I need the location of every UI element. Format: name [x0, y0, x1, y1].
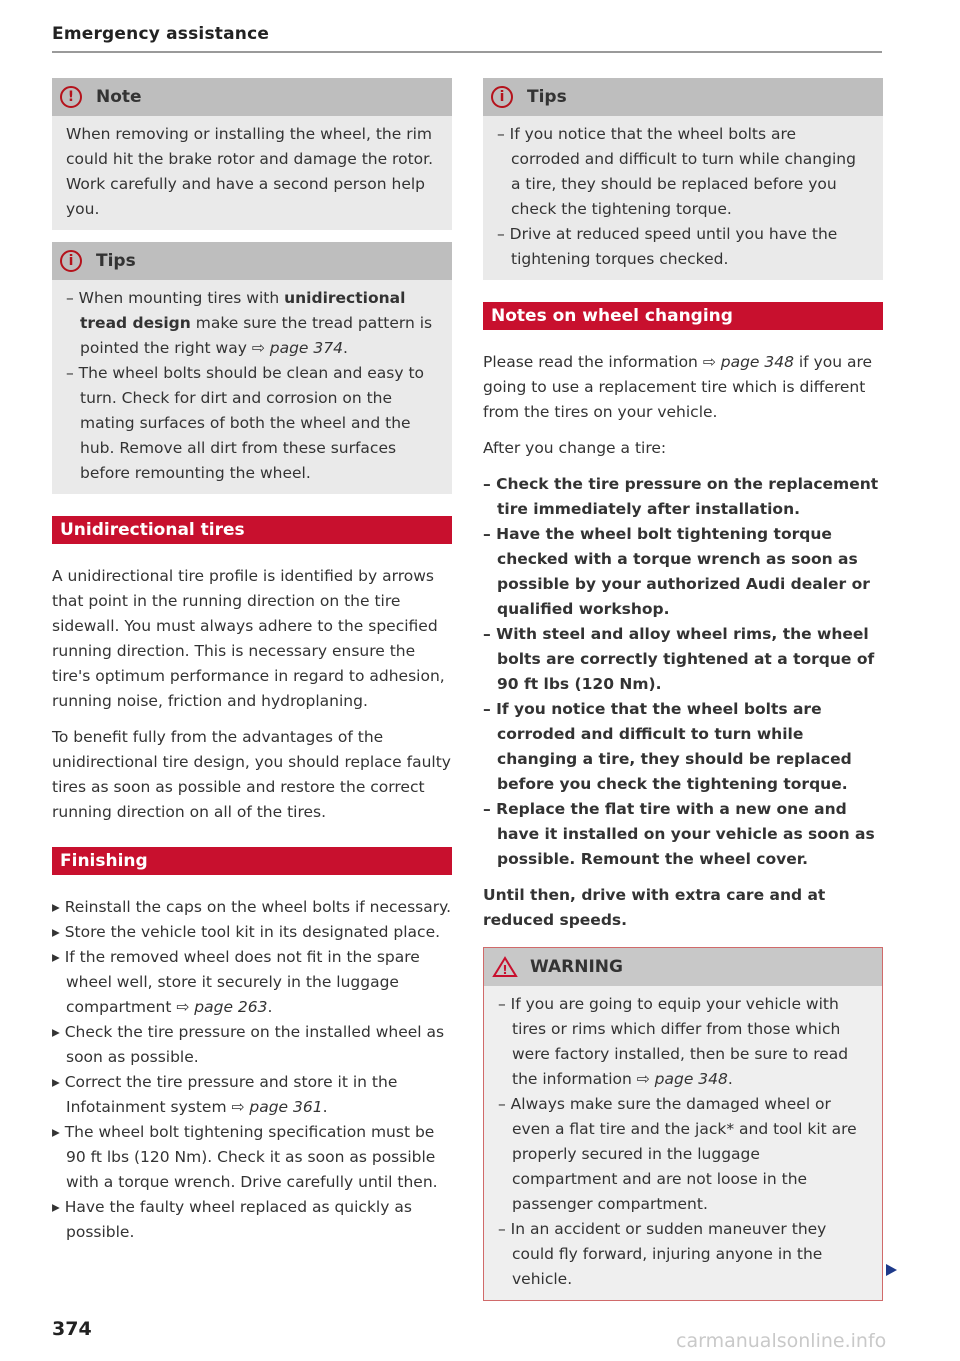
- step-item: ▸ Correct the tire pressure and store it in the Infotainment system ⇨ page 361.: [52, 1073, 398, 1116]
- page-reference-link[interactable]: ⇨ page 348: [702, 353, 794, 371]
- warning-title: WARNING: [530, 957, 623, 977]
- section-heading-finishing: Finishing: [52, 847, 452, 875]
- page-reference-link[interactable]: ⇨ page 263: [176, 998, 268, 1016]
- paragraph: Please read the information ⇨ page 348 if you are going to use a replacement tire which is different from the tires on your vehicle.: [483, 353, 873, 421]
- step-item: ▸ Store the vehicle tool kit in its designated place.: [52, 923, 441, 941]
- note-text: When removing or installing the wheel, the rim could hit the brake rotor and damage the rotor. Work carefully and have a second person help you.: [66, 125, 434, 218]
- step-item: ▸ Check the tire pressure on the installed wheel as soon as possible.: [52, 1023, 445, 1066]
- warning-item: – In an accident or sudden maneuver they could fly forward, injuring anyone in the vehicle.: [498, 1220, 827, 1288]
- page-reference-link[interactable]: ⇨ page 348: [636, 1070, 728, 1088]
- step-item: ▸ Reinstall the caps on the wheel bolts if necessary.: [52, 898, 451, 916]
- bold-list-item: – With steel and alloy wheel rims, the wheel bolts are correctly tightened at a torque of 90 ft lbs (120 Nm).: [483, 625, 875, 693]
- tips-header: [483, 78, 883, 116]
- step-item: ▸ The wheel bolt tightening specification must be 90 ft lbs (120 Nm). Check it as soon as possible with a torque wrench. Drive carefully until then.: [52, 1123, 438, 1191]
- tip-item: – When mounting tires with unidirectional tread design make sure the tread pattern is pointed the right way ⇨ page 374.: [66, 289, 433, 357]
- paragraph: To benefit fully from the advantages of the unidirectional tire design, you should replace faulty tires as soon as possible and restore the correct running direction on all of the tires.: [52, 728, 451, 821]
- section-heading-notes: Notes on wheel changing: [483, 302, 883, 330]
- warning-item: – Always make sure the damaged wheel or even a flat tire and the jack* and tool kit are properly secured in the luggage compartment and are not loose in the passenger compartment.: [498, 1095, 857, 1213]
- watermark: carmanualsonline.info: [676, 1330, 887, 1352]
- page-header: [52, 24, 882, 44]
- exclamation-circle-icon: !: [60, 86, 82, 108]
- closing-statement: Until then, drive with extra care and at reduced speeds.: [483, 886, 826, 929]
- tips-box: [483, 78, 883, 280]
- tip-item: – The wheel bolts should be clean and easy to turn. Check for dirt and corrosion on the mating surfaces of both the wheel and the hub. Remove all dirt from these surfaces before remounting the wheel.: [66, 364, 424, 482]
- left-column: [52, 78, 452, 1245]
- note-header: [52, 78, 452, 116]
- tip-item: – Drive at reduced speed until you have the tightening torques checked.: [497, 225, 838, 268]
- info-circle-icon: i: [60, 250, 82, 272]
- tips-box: [52, 242, 452, 494]
- bold-list-item: – If you notice that the wheel bolts are corroded and difficult to turn while changing a tire, they should be replaced before you check the tightening torque.: [483, 700, 852, 793]
- bold-list-item: – Replace the flat tire with a new one and have it installed on your vehicle as soon as possible. Remount the wheel cover.: [483, 800, 875, 868]
- header-rule: [52, 51, 882, 53]
- bold-list-item: – Check the tire pressure on the replacement tire immediately after installation.: [483, 475, 879, 518]
- warning-body: [484, 986, 882, 1300]
- warning-header: [484, 948, 882, 986]
- tips-title: Tips: [96, 251, 136, 271]
- note-title: Note: [96, 87, 142, 107]
- page-reference-link[interactable]: ⇨ page 361: [231, 1098, 323, 1116]
- step-item: ▸ Have the faulty wheel replaced as quickly as possible.: [52, 1198, 412, 1241]
- section-heading-unidirectional: Unidirectional tires: [52, 516, 452, 544]
- warning-box: [483, 947, 883, 1301]
- paragraph: After you change a tire:: [483, 439, 667, 457]
- tips-body: [483, 116, 883, 280]
- continue-arrow-icon: [886, 1264, 897, 1276]
- tips-header: [52, 242, 452, 280]
- paragraph: A unidirectional tire profile is identified by arrows that point in the running direction on the tire sidewall. You must always adhere to the specified running direction. This is necessary ensure the tire's optimum performance in regard to adhesion, running noise, friction and hydroplaning.: [52, 567, 445, 710]
- tips-title: Tips: [527, 87, 567, 107]
- tips-body: [52, 280, 452, 494]
- svg-text:!: !: [502, 963, 508, 977]
- warning-triangle-icon: [492, 956, 518, 978]
- step-item: ▸ If the removed wheel does not fit in the spare wheel well, store it securely in the luggage compartment ⇨ page 263.: [52, 948, 420, 1016]
- tip-item: – If you notice that the wheel bolts are corroded and difficult to turn while changing a tire, they should be replaced before you check the tightening torque.: [497, 125, 856, 218]
- note-box: [52, 78, 452, 230]
- chapter-title: Emergency assistance: [52, 24, 270, 44]
- warning-item: – If you are going to equip your vehicle with tires or rims which differ from those which were factory installed, then be sure to read the information ⇨ page 348.: [498, 995, 849, 1088]
- note-body: [52, 116, 452, 230]
- info-circle-icon: i: [491, 86, 513, 108]
- page-reference-link[interactable]: ⇨ page 374: [251, 339, 343, 357]
- right-column: [483, 78, 883, 1301]
- bold-list-item: – Have the wheel bolt tightening torque checked with a torque wrench as soon as possible by your authorized Audi dealer or qualified workshop.: [483, 525, 870, 618]
- page-number: 374: [52, 1318, 92, 1340]
